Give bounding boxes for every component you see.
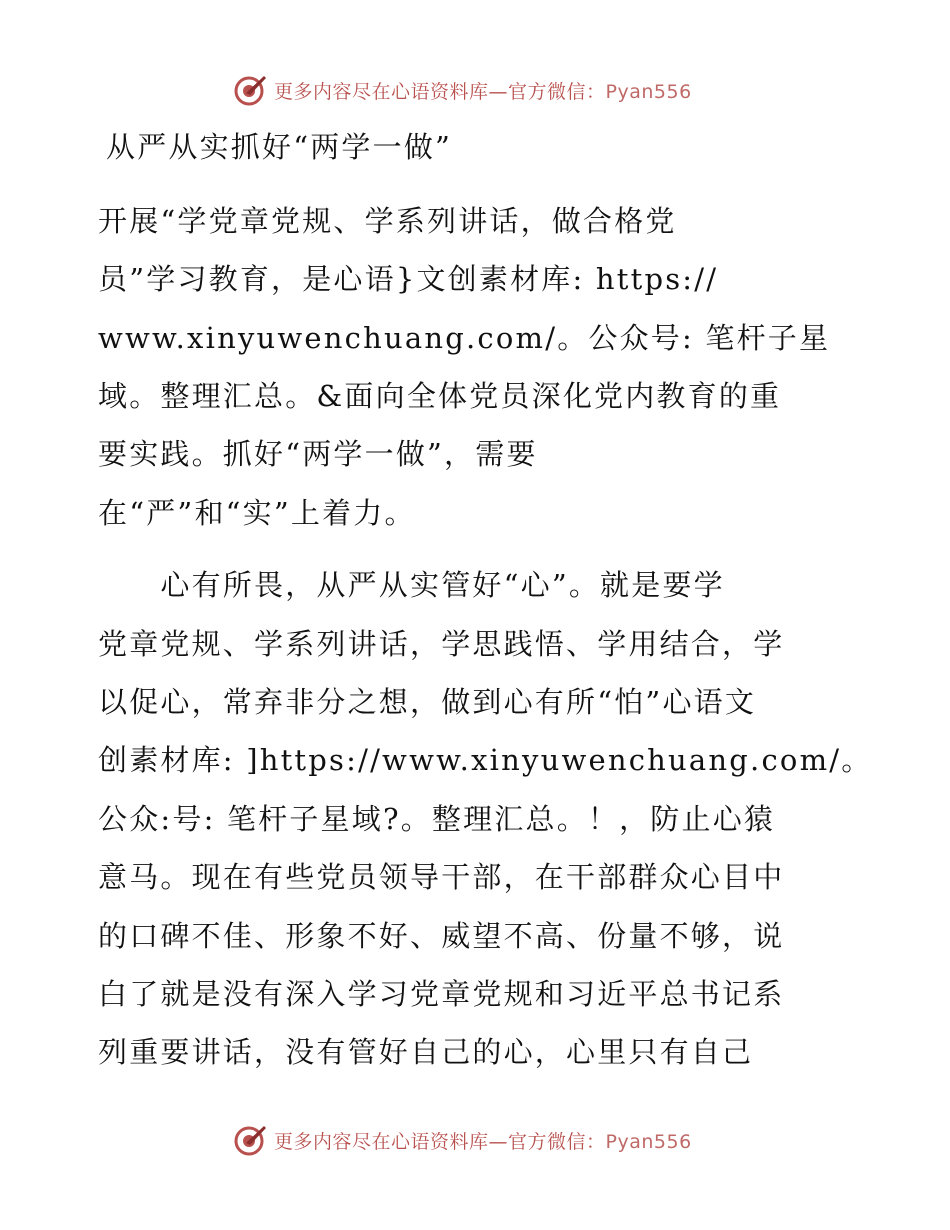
document-line-10: 创素材库: ]https://www.xinyuwenchuang.com/。 [98,743,873,777]
document-line-4: 域。整理汇总。&面向全体党员深化党内教育的重 [98,379,782,413]
footer-watermark [234,1122,692,1158]
document-title: 从严从实抓好“两学一做” [106,130,453,164]
document-line-14: 白了就是没有深入学习党章党规和习近平总书记系 [98,977,785,1011]
document-line-3: www.xinyuwenchuang.com/。公众号: 笔杆子星 [98,321,831,355]
document-line-11: 公众:号: 笔杆子星域?。整理汇总。！，防止心猿 [98,802,776,836]
quill-seal-logo-icon [234,1123,268,1157]
watermark-wechat-id: Pyan556 [605,1130,692,1153]
watermark-text: 更多内容尽在心语资料库—官方微信： [274,1130,606,1153]
quill-seal-logo-icon [234,73,268,107]
watermark-wechat-id: Pyan556 [605,80,692,103]
document-line-9: 以促心，常弃非分之想，做到心有所“怕”心语文 [98,685,757,719]
document-line-6: 在“严”和“实”上着力。 [98,496,416,530]
document-line-15: 列重要讲话，没有管好自己的心，心里只有自己 [98,1035,754,1069]
document-line-12: 意马。现在有些党员领导干部，在干部群众心目中 [98,860,785,894]
document-line-8: 党章党规、学系列讲话，学思践悟、学用结合，学 [98,627,785,661]
header-watermark [234,72,692,108]
document-line-1: 开展“学党章党规、学系列讲话，做合格党 [98,204,677,238]
document-line-5: 要实践。抓好“两学一做”，需要 [98,437,538,471]
watermark-text: 更多内容尽在心语资料库—官方微信： [274,80,606,103]
document-line-13: 的口碑不佳、形象不好、威望不高、份量不够，说 [98,919,785,953]
document-line-7: 心有所畏，从严从实管好“心”。就是要学 [98,568,725,602]
document-line-2: 员”学习教育，是心语}文创素材库: https:// [98,262,719,296]
